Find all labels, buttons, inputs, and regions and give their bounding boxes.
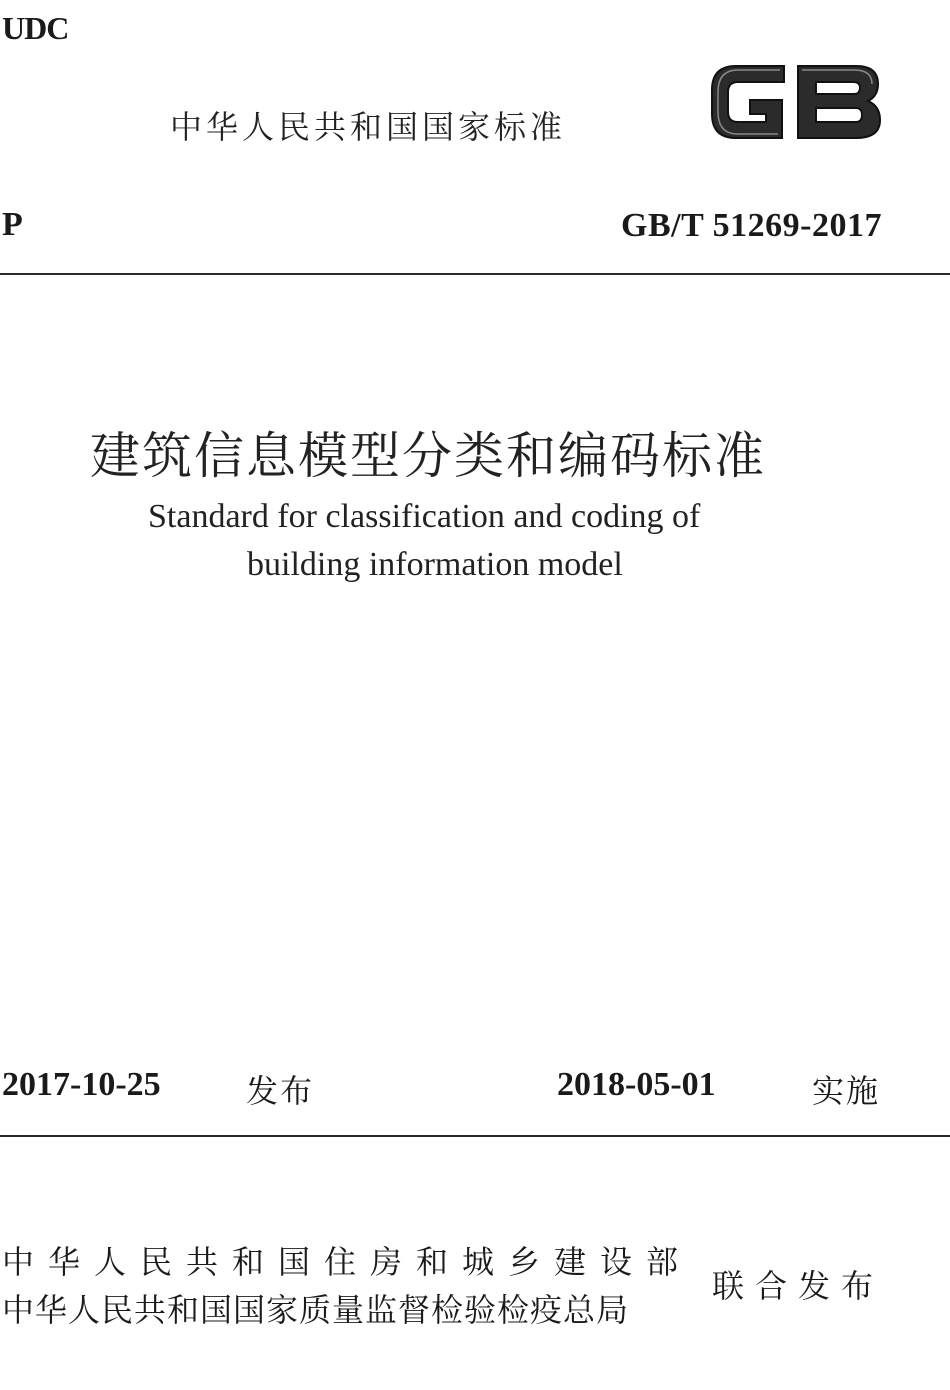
implementation-date: 2018-05-01 [557, 1066, 716, 1103]
issue-label: 发布 [246, 1072, 315, 1110]
udc-label: UDC [2, 10, 69, 46]
joint-issue-label: 联合发布 [712, 1267, 885, 1305]
title-chinese: 建筑信息模型分类和编码标准 [90, 427, 766, 485]
top-divider [0, 273, 950, 275]
classification-code: P [2, 206, 23, 243]
issuer-ministry-housing: 中华人民共和国住房和城乡建设部 [2, 1243, 693, 1281]
bottom-divider [0, 1135, 950, 1137]
national-standard-heading: 中华人民共和国国家标准 [170, 108, 567, 146]
gb-logo [706, 56, 886, 148]
implementation-label: 实施 [812, 1072, 881, 1110]
standard-number: GB/T 51269-2017 [621, 207, 882, 244]
issue-date: 2017-10-25 [2, 1066, 161, 1103]
title-english-line2: building information model [247, 546, 623, 583]
title-english-line1: Standard for classification and coding of [148, 498, 701, 535]
issuer-aqsiq: 中华人民共和国国家质量监督检验检疫总局 [2, 1291, 630, 1329]
